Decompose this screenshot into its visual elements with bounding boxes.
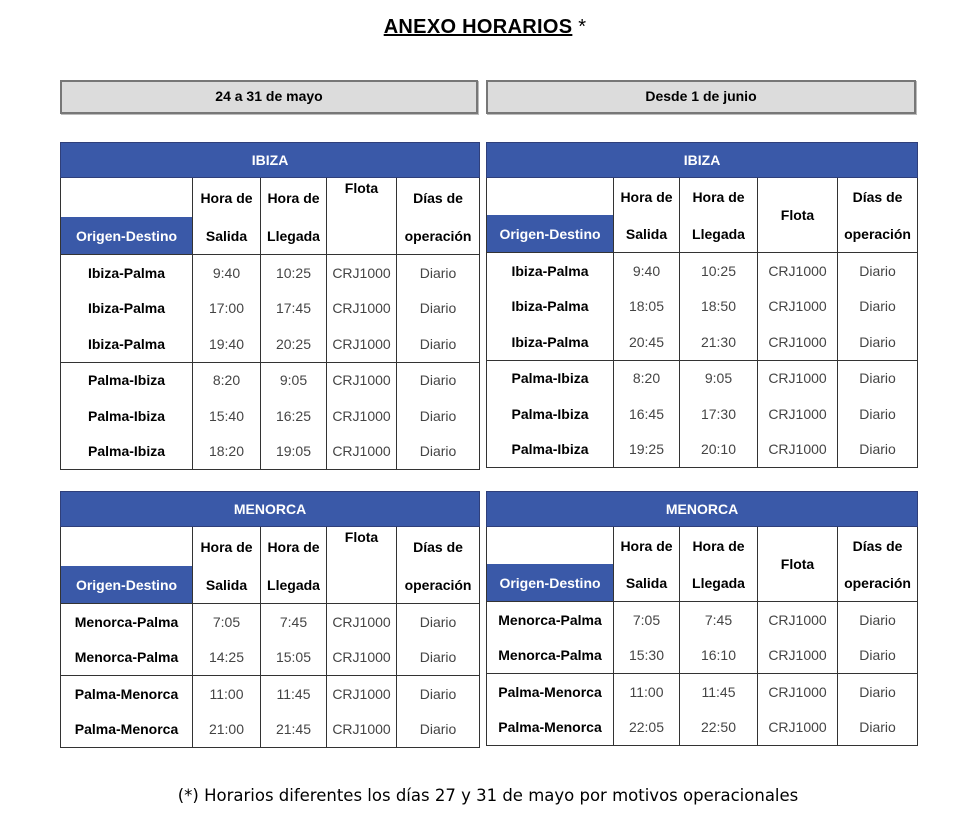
departure-time-cell: 9:40 xyxy=(193,255,261,291)
arrival-header-line2: Llegada xyxy=(261,217,327,255)
days-cell: Diario xyxy=(838,674,918,710)
table-row xyxy=(487,710,918,746)
departure-time-cell: 17:00 xyxy=(193,291,261,327)
days-header-line2: operación xyxy=(397,217,480,255)
arrival-time-cell: 15:05 xyxy=(261,640,327,676)
arrival-time-cell: 11:45 xyxy=(261,676,327,712)
departure-time-cell: 18:20 xyxy=(193,434,261,470)
fleet-header: Flota xyxy=(327,527,397,567)
days-cell: Diario xyxy=(397,434,480,470)
departure-time-cell: 11:00 xyxy=(193,676,261,712)
arrival-time-cell: 11:45 xyxy=(680,674,758,710)
arrival-time-cell: 20:10 xyxy=(680,432,758,468)
arrival-header-line2: Llegada xyxy=(680,564,758,602)
table-row xyxy=(487,602,918,638)
departure-time-cell: 22:05 xyxy=(614,710,680,746)
arrival-time-cell: 22:50 xyxy=(680,710,758,746)
arrival-header-line2: Llegada xyxy=(261,566,327,604)
days-cell: Diario xyxy=(838,710,918,746)
route-cell: Palma-Ibiza xyxy=(61,434,193,470)
route-cell: Palma-Ibiza xyxy=(61,398,193,434)
period-label-may: 24 a 31 de mayo xyxy=(60,80,478,114)
title-main: ANEXO HORARIOS xyxy=(383,16,573,38)
fleet-cell: CRJ1000 xyxy=(758,432,838,468)
departure-header-line1: Hora de xyxy=(193,527,261,567)
route-cell: Menorca-Palma xyxy=(61,640,193,676)
route-cell: Menorca-Palma xyxy=(487,638,614,674)
fleet-cell: CRJ1000 xyxy=(327,255,397,291)
departure-time-cell: 21:00 xyxy=(193,712,261,748)
days-cell: Diario xyxy=(397,255,480,291)
route-cell: Palma-Menorca xyxy=(487,674,614,710)
days-cell: Diario xyxy=(838,432,918,468)
departure-time-cell: 19:40 xyxy=(193,326,261,362)
schedule-table-menorca-june xyxy=(486,491,918,746)
departure-time-cell: 8:20 xyxy=(614,360,680,396)
route-cell: Ibiza-Palma xyxy=(61,255,193,291)
departure-time-cell: 18:05 xyxy=(614,289,680,325)
arrival-time-cell: 7:45 xyxy=(261,604,327,640)
departure-time-cell: 7:05 xyxy=(193,604,261,640)
fleet-cell: CRJ1000 xyxy=(327,712,397,748)
fleet-cell: CRJ1000 xyxy=(327,326,397,362)
arrival-header-line1: Hora de xyxy=(680,178,758,216)
days-cell: Diario xyxy=(838,289,918,325)
departure-header-line2: Salida xyxy=(614,564,680,602)
fleet-cell: CRJ1000 xyxy=(327,604,397,640)
table-row xyxy=(61,434,480,470)
origin-header-blank xyxy=(487,527,614,565)
fleet-cell: CRJ1000 xyxy=(327,398,397,434)
route-cell: Palma-Ibiza xyxy=(487,432,614,468)
origin-destination-header: Origen-Destino xyxy=(61,566,193,604)
route-cell: Ibiza-Palma xyxy=(61,326,193,362)
fleet-header-blank xyxy=(327,566,397,604)
table-row xyxy=(487,674,918,710)
days-cell: Diario xyxy=(397,712,480,748)
route-cell: Palma-Menorca xyxy=(487,710,614,746)
departure-header-line2: Salida xyxy=(614,215,680,253)
origin-destination-header: Origen-Destino xyxy=(487,564,614,602)
departure-header-line1: Hora de xyxy=(614,527,680,565)
days-header-line1: Días de xyxy=(397,178,480,218)
departure-header-line2: Salida xyxy=(193,566,261,604)
route-cell: Palma-Ibiza xyxy=(487,396,614,432)
days-header-line1: Días de xyxy=(838,527,918,565)
days-header-line2: operación xyxy=(838,564,918,602)
origin-header-blank xyxy=(61,178,193,218)
arrival-time-cell: 20:25 xyxy=(261,326,327,362)
departure-time-cell: 9:40 xyxy=(614,253,680,289)
fleet-cell: CRJ1000 xyxy=(758,396,838,432)
table-row xyxy=(61,604,480,640)
days-cell: Diario xyxy=(397,362,480,398)
arrival-time-cell: 7:45 xyxy=(680,602,758,638)
arrival-time-cell: 10:25 xyxy=(261,255,327,291)
route-cell: Palma-Menorca xyxy=(61,712,193,748)
departure-header-line1: Hora de xyxy=(614,178,680,216)
fleet-cell: CRJ1000 xyxy=(758,674,838,710)
days-cell: Diario xyxy=(838,602,918,638)
arrival-time-cell: 17:45 xyxy=(261,291,327,327)
days-cell: Diario xyxy=(838,638,918,674)
fleet-cell: CRJ1000 xyxy=(327,291,397,327)
period-label-june: Desde 1 de junio xyxy=(486,80,916,114)
arrival-header-line1: Hora de xyxy=(680,527,758,565)
origin-header-blank xyxy=(61,527,193,567)
fleet-cell: CRJ1000 xyxy=(758,324,838,360)
days-cell: Diario xyxy=(838,253,918,289)
departure-time-cell: 14:25 xyxy=(193,640,261,676)
fleet-cell: CRJ1000 xyxy=(758,710,838,746)
title-asterisk: * xyxy=(578,16,587,38)
table-title: IBIZA xyxy=(487,143,918,178)
arrival-time-cell: 9:05 xyxy=(680,360,758,396)
table-row xyxy=(487,432,918,468)
days-cell: Diario xyxy=(397,640,480,676)
arrival-header-line1: Hora de xyxy=(261,527,327,567)
arrival-header-line2: Llegada xyxy=(680,215,758,253)
route-cell: Ibiza-Palma xyxy=(61,291,193,327)
table-title: IBIZA xyxy=(61,143,480,178)
arrival-time-cell: 21:30 xyxy=(680,324,758,360)
arrival-time-cell: 17:30 xyxy=(680,396,758,432)
schedule-table-ibiza-may xyxy=(60,142,480,470)
fleet-cell: CRJ1000 xyxy=(758,253,838,289)
table-row xyxy=(487,289,918,325)
route-cell: Ibiza-Palma xyxy=(487,324,614,360)
table-row xyxy=(61,291,480,327)
days-cell: Diario xyxy=(397,326,480,362)
arrival-time-cell: 10:25 xyxy=(680,253,758,289)
days-cell: Diario xyxy=(397,604,480,640)
origin-destination-header: Origen-Destino xyxy=(61,217,193,255)
departure-time-cell: 15:30 xyxy=(614,638,680,674)
departure-time-cell: 16:45 xyxy=(614,396,680,432)
fleet-cell: CRJ1000 xyxy=(327,362,397,398)
table-title: MENORCA xyxy=(487,492,918,527)
days-cell: Diario xyxy=(397,398,480,434)
table-row xyxy=(61,255,480,291)
table-row xyxy=(487,324,918,360)
table-row xyxy=(61,362,480,398)
footnote: (*) Horarios diferentes los días 27 y 31 de mayo por motivos operacionales xyxy=(177,786,799,805)
schedule-table-ibiza-june xyxy=(486,142,918,468)
departure-time-cell: 15:40 xyxy=(193,398,261,434)
days-cell: Diario xyxy=(397,676,480,712)
fleet-cell: CRJ1000 xyxy=(758,289,838,325)
arrival-time-cell: 9:05 xyxy=(261,362,327,398)
page-title xyxy=(0,16,970,39)
origin-destination-header: Origen-Destino xyxy=(487,215,614,253)
table-row xyxy=(61,326,480,362)
arrival-time-cell: 18:50 xyxy=(680,289,758,325)
fleet-header: Flota xyxy=(327,178,397,218)
departure-header-line2: Salida xyxy=(193,217,261,255)
table-row xyxy=(487,396,918,432)
origin-header-blank xyxy=(487,178,614,216)
departure-time-cell: 8:20 xyxy=(193,362,261,398)
arrival-time-cell: 16:10 xyxy=(680,638,758,674)
days-cell: Diario xyxy=(838,396,918,432)
days-header-line2: operación xyxy=(397,566,480,604)
arrival-time-cell: 19:05 xyxy=(261,434,327,470)
table-row xyxy=(487,360,918,396)
route-cell: Menorca-Palma xyxy=(487,602,614,638)
table-row xyxy=(487,638,918,674)
days-cell: Diario xyxy=(838,360,918,396)
fleet-header: Flota xyxy=(758,527,838,602)
route-cell: Palma-Menorca xyxy=(61,676,193,712)
arrival-time-cell: 21:45 xyxy=(261,712,327,748)
table-title: MENORCA xyxy=(61,492,480,527)
route-cell: Palma-Ibiza xyxy=(487,360,614,396)
route-cell: Menorca-Palma xyxy=(61,604,193,640)
days-header-line1: Días de xyxy=(397,527,480,567)
table-row xyxy=(487,253,918,289)
days-header-line2: operación xyxy=(838,215,918,253)
departure-time-cell: 19:25 xyxy=(614,432,680,468)
table-row xyxy=(61,398,480,434)
table-row xyxy=(61,712,480,748)
fleet-header-blank xyxy=(327,217,397,255)
fleet-cell: CRJ1000 xyxy=(327,434,397,470)
route-cell: Ibiza-Palma xyxy=(487,253,614,289)
fleet-header: Flota xyxy=(758,178,838,253)
arrival-time-cell: 16:25 xyxy=(261,398,327,434)
route-cell: Palma-Ibiza xyxy=(61,362,193,398)
table-row xyxy=(61,676,480,712)
fleet-cell: CRJ1000 xyxy=(758,602,838,638)
fleet-cell: CRJ1000 xyxy=(327,640,397,676)
schedule-table-menorca-may xyxy=(60,491,480,748)
table-row xyxy=(61,640,480,676)
departure-time-cell: 7:05 xyxy=(614,602,680,638)
arrival-header-line1: Hora de xyxy=(261,178,327,218)
route-cell: Ibiza-Palma xyxy=(487,289,614,325)
departure-time-cell: 20:45 xyxy=(614,324,680,360)
days-cell: Diario xyxy=(838,324,918,360)
days-cell: Diario xyxy=(397,291,480,327)
days-header-line1: Días de xyxy=(838,178,918,216)
fleet-cell: CRJ1000 xyxy=(327,676,397,712)
fleet-cell: CRJ1000 xyxy=(758,360,838,396)
departure-time-cell: 11:00 xyxy=(614,674,680,710)
fleet-cell: CRJ1000 xyxy=(758,638,838,674)
departure-header-line1: Hora de xyxy=(193,178,261,218)
